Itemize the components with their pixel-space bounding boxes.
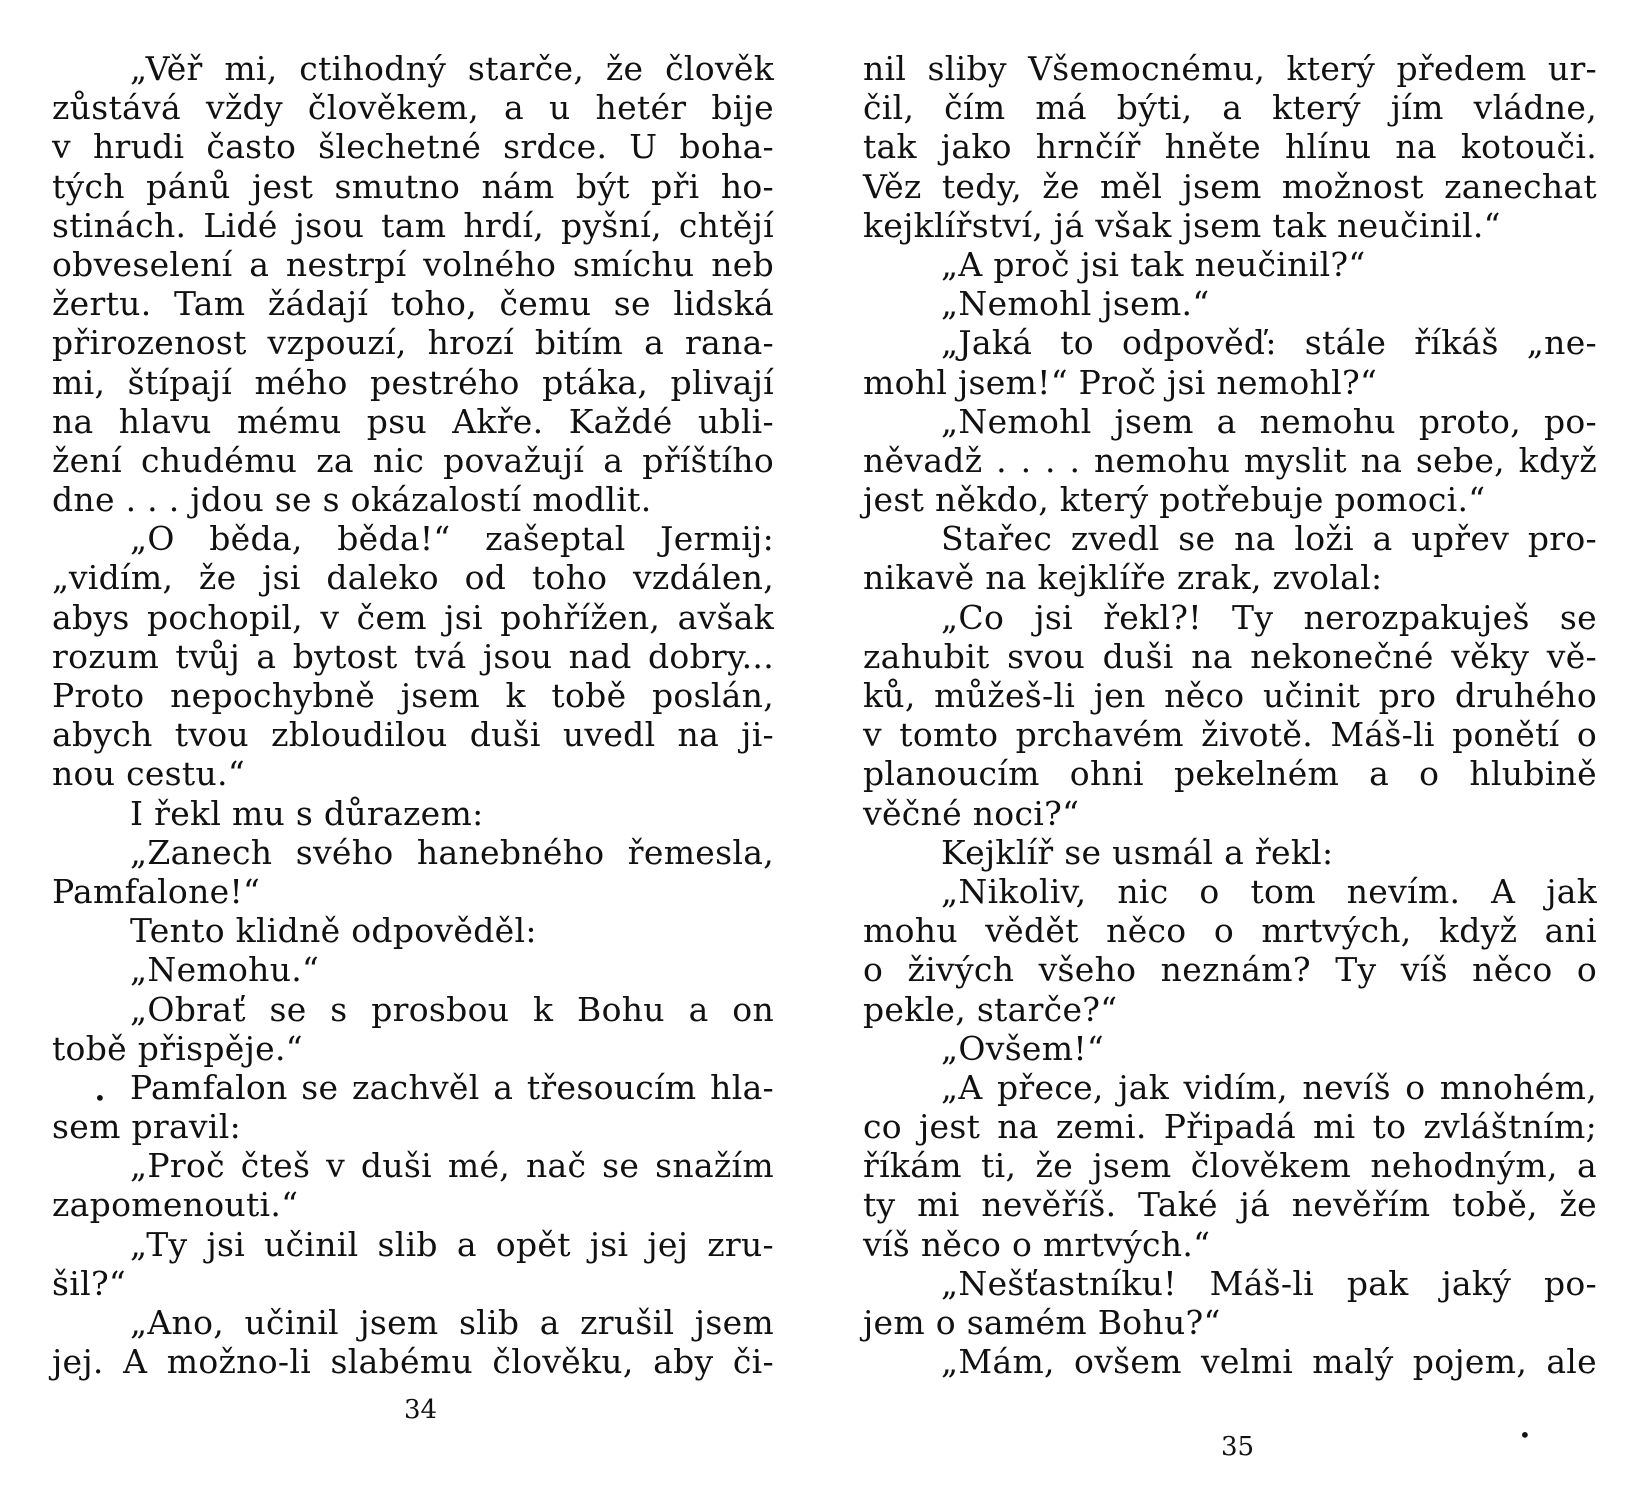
text-line: žení chudému za nic považují a příštího — [52, 440, 774, 480]
text-line: mi, štípají mého pestrého ptáka, plivají — [52, 362, 774, 402]
text-line: obveselení a nestrpí volného smíchu neb — [52, 244, 774, 284]
text-line: čil, čím má býti, a který jím vládne, — [863, 88, 1597, 128]
text-line: jest někdo, který potřebuje pomoci.“ — [863, 480, 1486, 520]
text-line: zůstává vždy člověkem, a u hetér bije — [52, 88, 774, 128]
text-line: „Ovšem!“ — [941, 1028, 1105, 1068]
text-line: přirozenost vzpouzí, hrozí bitím a rana- — [52, 323, 774, 363]
text-line: co jest na zemi. Připadá mi to zvláštním; — [863, 1107, 1597, 1147]
ink-speck: • — [94, 1086, 106, 1110]
text-line: „Jaká to odpověď: stále říkáš „ne- — [941, 323, 1597, 363]
text-line: v tomto prchavém životě. Máš-li ponětí o — [863, 715, 1597, 755]
text-line: o živých všeho neznám? Ty víš něco o — [863, 950, 1597, 990]
text-line: Kejklíř se usmál a řekl: — [941, 832, 1334, 872]
text-line: „Mám, ovšem velmi malý pojem, ale — [941, 1342, 1597, 1382]
text-line: „Ano, učinil jsem slib a zrušil jsem — [130, 1303, 774, 1342]
text-line: sem pravil: — [52, 1107, 241, 1147]
left-page-text — [52, 49, 774, 1381]
text-line: „A proč jsi tak neučinil?“ — [941, 244, 1366, 284]
text-line: nikavě na kejklíře zrak, zvolal: — [863, 558, 1383, 598]
right-page — [819, 0, 1638, 1500]
text-line: abych tvou zbloudilou duši uvedl na ji- — [52, 715, 774, 755]
text-line: kejklířství, já však jsem tak neučinil.“ — [863, 205, 1501, 245]
text-line: pekle, starče?“ — [863, 989, 1118, 1029]
ink-speck: • — [1519, 1423, 1531, 1447]
right-page-text — [863, 49, 1597, 1381]
text-line: věčné noci?“ — [863, 793, 1080, 833]
text-line: abys pochopil, v čem jsi pohřížen, avšak — [52, 597, 774, 637]
text-line: nil sliby Všemocnému, který předem ur- — [863, 49, 1597, 88]
text-line: „Ty jsi učinil slib a opět jsi jej zru- — [130, 1224, 774, 1264]
text-line: „O běda, běda!“ zašeptal Jermij: — [130, 519, 774, 559]
text-line: Tento klidně odpověděl: — [130, 911, 537, 951]
text-line: Pamfalon se zachvěl a třesoucím hla- — [130, 1067, 774, 1107]
text-line: říkám ti, že jsem člověkem nehodným, a — [863, 1146, 1597, 1186]
text-line: v hrudi často šlechetné srdce. U boha- — [52, 127, 774, 167]
text-line: planoucím ohni pekelném a o hlubině — [863, 754, 1597, 794]
text-line: zahubit svou duši na nekonečné věky vě- — [863, 636, 1597, 676]
text-line: „A přece, jak vidím, nevíš o mnohém, — [941, 1067, 1597, 1107]
page-number: 34 — [404, 1395, 438, 1425]
text-line: dne . . . jdou se s okázalostí modlit. — [52, 480, 652, 520]
text-line: zapomenouti.“ — [52, 1185, 299, 1225]
text-line: „Zanech svého hanebného řemesla, — [130, 832, 774, 872]
text-line: „Věř mi, ctihodný starče, že člověk — [130, 49, 774, 88]
text-line: „Nemohu.“ — [130, 950, 320, 990]
text-line: mohl jsem!“ Proč jsi nemohl?“ — [863, 362, 1378, 402]
text-line: šil?“ — [52, 1263, 127, 1303]
text-line: „vidím, že jsi daleko od toho vzdálen, — [52, 558, 774, 598]
text-line: tak jako hrnčíř hněte hlínu na kotouči. — [863, 127, 1597, 167]
text-line: „Obrať se s prosbou k Bohu a on — [130, 989, 774, 1029]
text-line: jej. A možno-li slabému člověku, aby či- — [52, 1342, 774, 1382]
text-line: „Co jsi řekl?! Ty nerozpakuješ se — [941, 597, 1597, 637]
text-line: Pamfalone!“ — [52, 871, 261, 911]
text-line: Stařec zvedl se na loži a upřev pro- — [941, 519, 1597, 559]
text-line: I řekl mu s důrazem: — [130, 793, 484, 833]
text-line: „Nemohl jsem.“ — [941, 284, 1210, 324]
text-line: něvadž . . . . nemohu myslit na sebe, když — [863, 440, 1597, 480]
text-line: jem o samém Bohu?“ — [863, 1303, 1221, 1342]
text-line: stinách. Lidé jsou tam hrdí, pyšní, chtějí — [52, 205, 774, 245]
text-line: tobě přispěje.“ — [52, 1028, 303, 1068]
page-number: 35 — [1221, 1432, 1255, 1462]
text-line: mohu vědět něco o mrtvých, když ani — [863, 911, 1597, 951]
text-line: „Nikoliv, nic o tom nevím. A jak — [941, 871, 1597, 911]
text-line: Proto nepochybně jsem k tobě poslán, — [52, 676, 774, 715]
text-line: Věz tedy, že měl jsem možnost zanechat — [863, 166, 1597, 206]
text-line: žertu. Tam žádají toho, čemu se lidská — [52, 284, 774, 324]
text-line: ty mi nevěříš. Také já nevěřím tobě, že — [863, 1185, 1597, 1225]
text-line: „Nemohl jsem a nemohu proto, po- — [941, 401, 1597, 441]
text-line: na hlavu mému psu Akře. Každé ubli- — [52, 401, 774, 441]
text-line: „Nešťastníku! Máš-li pak jaký po- — [941, 1263, 1597, 1303]
text-line: „Proč čteš v duši mé, nač se snažím — [130, 1146, 774, 1186]
text-line: víš něco o mrtvých.“ — [863, 1224, 1211, 1264]
text-line: nou cestu.“ — [52, 754, 245, 794]
text-line: rozum tvůj a bytost tvá jsou nad dobry... — [52, 636, 774, 676]
text-line: ků, můžeš-li jen něco učinit pro druhého — [863, 676, 1597, 715]
text-line: tých pánů jest smutno nám být při ho- — [52, 166, 774, 206]
